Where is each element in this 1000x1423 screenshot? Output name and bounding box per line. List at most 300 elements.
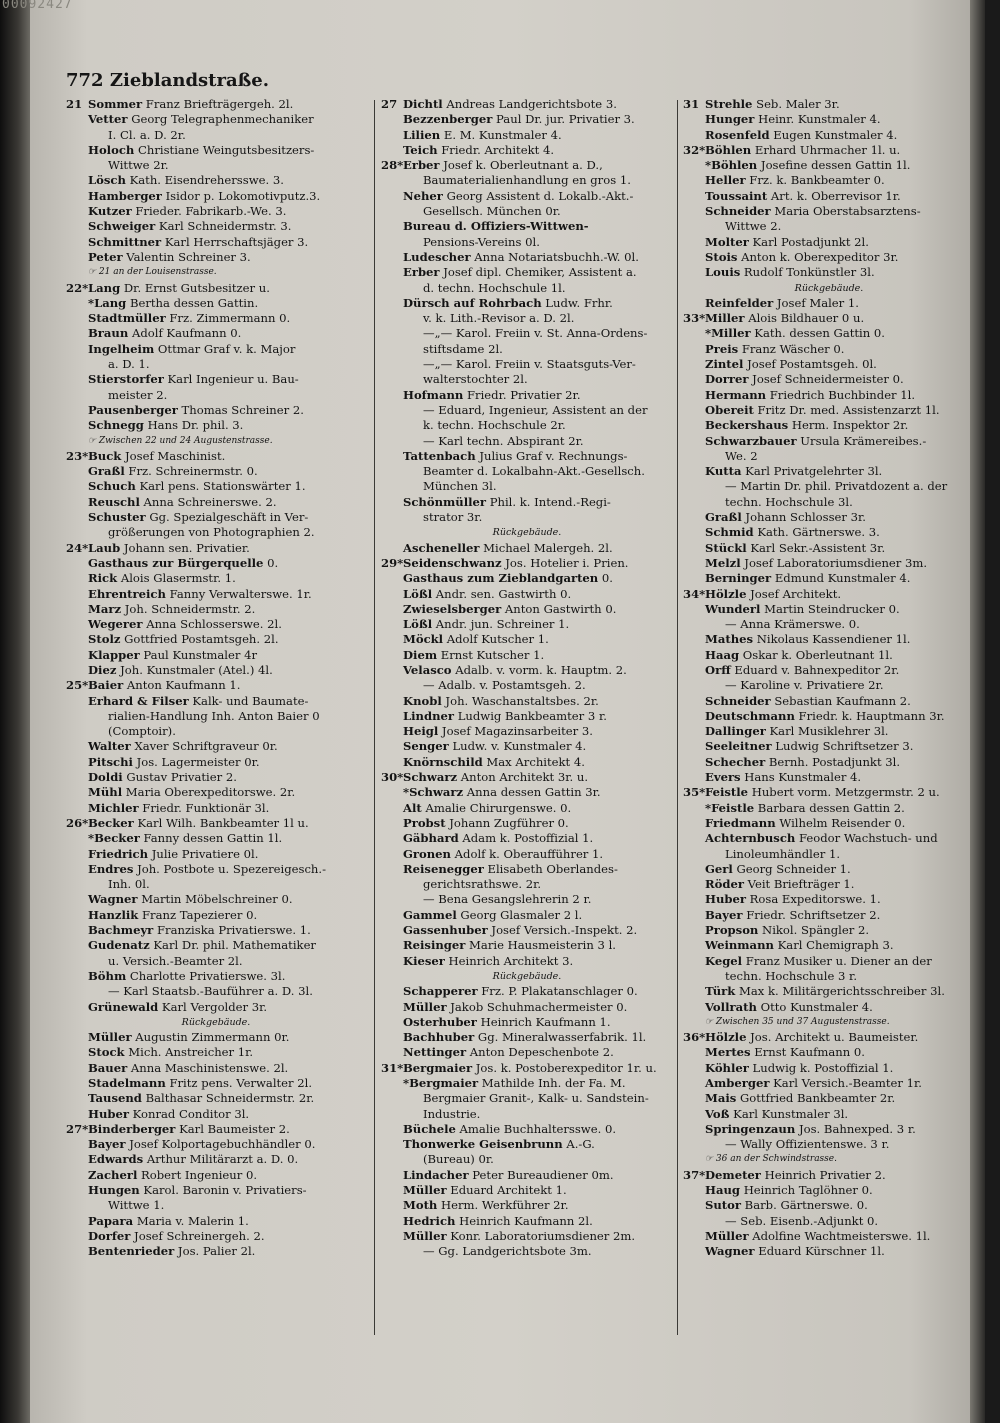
entry-continuation: — Eduard, Ingenieur, Assistent an der (423, 402, 648, 417)
resident-name: Heller (705, 173, 746, 188)
resident-name: Stierstorfer (88, 372, 164, 387)
entry-continuation: (Bureau) 0r. (423, 1152, 494, 1167)
directory-entry (381, 250, 673, 265)
resident-details: Karl Versich.-Beamter 1r. (769, 1076, 922, 1090)
directory-entry (381, 816, 673, 831)
resident-name: Möckl (403, 632, 444, 647)
entry-continuation: größerungen von Photographien 2. (108, 525, 315, 540)
directory-entry (66, 311, 366, 326)
directory-entry (683, 632, 975, 647)
resident-details: Art. k. Oberrevisor 1r. (767, 188, 901, 203)
entry-continuation: gerichtsrathswe. 2r. (423, 877, 542, 892)
resident-name: Gronen (403, 846, 451, 861)
resident-name: Ascheneller (403, 540, 480, 555)
resident-details: Josef Schreinergeh. 2. (130, 1228, 265, 1243)
resident-details: Adolf Kaufmann 0. (128, 326, 242, 341)
directory-entry (683, 801, 975, 816)
directory-entry (381, 908, 673, 923)
resident-details: Ludw. v. Kunstmaler 4. (448, 739, 587, 754)
resident-details: Maria Oberstabsarztens- (770, 204, 921, 219)
column-divider (677, 100, 678, 1335)
resident-details: Wilhelm Reisender 0. (775, 815, 906, 830)
resident-name: Friedmann (705, 815, 776, 830)
resident-details: Frz. k. Bankbeamter 0. (745, 173, 885, 188)
resident-details: Georg Telegraphenmechaniker (127, 112, 314, 127)
house-number: 31 (683, 97, 700, 111)
resident-name: Osterhuber (403, 1014, 477, 1029)
house-number: 34* (683, 586, 706, 601)
resident-name: Friedrich (88, 846, 149, 861)
resident-details: Arthur Militärarzt a. D. 0. (143, 1152, 299, 1167)
resident-name: Schmittner (88, 234, 162, 249)
directory-entry (381, 602, 673, 617)
directory-entry (381, 571, 673, 586)
resident-details: Friedr. Privatier 2r. (463, 387, 581, 402)
directory-entry (683, 434, 975, 449)
resident-details: Heinrich Taglöhner 0. (740, 1183, 873, 1198)
directory-entry (66, 1107, 366, 1122)
resident-details: Isidor p. Lokomotivputz.3. (161, 188, 321, 203)
resident-details: Gottfried Postamtsgeh. 2l. (120, 632, 279, 647)
resident-details: Kalk- und Baumate- (188, 693, 309, 708)
resident-name: Bachhuber (403, 1030, 475, 1045)
resident-name: Mathes (705, 632, 754, 647)
directory-entry (683, 388, 975, 403)
resident-name: Schmid (705, 525, 754, 540)
directory-entry (66, 969, 366, 984)
directory-entry (66, 1244, 366, 1259)
resident-details: Joh. Postbote u. Spezereigesch.- (133, 861, 327, 876)
resident-details: Fanny dessen Gattin 1l. (139, 831, 283, 846)
resident-details: Jos. Palier 2l. (174, 1244, 256, 1259)
resident-details: Karol. Baronin v. Privatiers- (139, 1183, 307, 1198)
resident-name: Hanzlik (88, 907, 139, 922)
directory-entry (683, 724, 975, 739)
directory-entry (683, 326, 975, 341)
resident-name: Bachmeyr (88, 923, 154, 938)
resident-details: Dr. Ernst Gutsbesitzer u. (120, 280, 270, 295)
directory-entry (381, 1214, 673, 1229)
directory-entry (683, 143, 975, 158)
resident-details: Robert Ingenieur 0. (137, 1167, 258, 1182)
resident-details: Fritz Dr. med. Assistenzarzt 1l. (753, 402, 940, 417)
resident-name: Bayer (705, 907, 743, 922)
directory-entry (683, 1000, 975, 1015)
resident-details: Bernh. Postadjunkt 3l. (765, 754, 901, 769)
resident-name: Strehle (705, 97, 753, 111)
street-note: ☞ 21 an der Louisenstrasse. (88, 267, 217, 278)
resident-details: Frz. P. Plakatanschlager 0. (477, 984, 638, 999)
directory-entry (66, 372, 366, 387)
directory-entry (683, 694, 975, 709)
house-number: 24* (66, 540, 89, 555)
resident-details: Amalie Chirurgenswe. 0. (421, 800, 572, 815)
directory-entry (683, 189, 975, 204)
section-heading: Rückgebäude. (794, 282, 864, 294)
resident-details: Konr. Laboratoriumsdiener 2m. (446, 1228, 636, 1243)
resident-name: Toussaint (705, 188, 768, 203)
resident-details: Josef Postamtsgeh. 0l. (743, 357, 877, 372)
resident-name: Schweiger (88, 219, 156, 234)
house-number: 31* (381, 1060, 404, 1075)
resident-details: Ottmar Graf v. k. Major (154, 341, 296, 356)
resident-name: Bezzenberger (403, 112, 493, 127)
resident-name: Ehrentreich (88, 586, 166, 601)
resident-name: Obereit (705, 402, 754, 417)
directory-entry (66, 204, 366, 219)
resident-name: Gudenatz (88, 938, 150, 953)
directory-entry (683, 525, 975, 540)
resident-details: Josef Versich.-Inspekt. 2. (487, 923, 638, 938)
resident-name: Edwards (88, 1152, 144, 1167)
resident-name: Voß (705, 1106, 730, 1121)
resident-name: Dallinger (705, 724, 766, 739)
resident-details: Heinrich Kaufmann 2l. (455, 1213, 593, 1228)
directory-entry (381, 632, 673, 647)
directory-entry (381, 97, 673, 112)
directory-entry (683, 1091, 975, 1106)
resident-details: Maria v. Malerin 1. (133, 1213, 249, 1228)
resident-name: Lilien (403, 127, 441, 142)
directory-entry (683, 1061, 975, 1076)
directory-entry (381, 1137, 673, 1152)
house-number: 33* (683, 311, 706, 326)
resident-details: Karl Chemigraph 3. (773, 938, 894, 953)
resident-details: Eugen Kunstmaler 4. (769, 127, 898, 142)
resident-details: Anton Architekt 3r. u. (457, 770, 589, 785)
directory-entry (683, 908, 975, 923)
resident-name: Stock (88, 1045, 125, 1060)
entry-continuation: Pensions-Vereins 0l. (423, 234, 540, 249)
resident-name: Dürsch auf Rohrbach (403, 295, 542, 310)
resident-name: Mühl (88, 785, 123, 800)
resident-name: Heigl (403, 724, 439, 739)
resident-name: Lang (88, 280, 121, 295)
directory-entry (683, 587, 975, 602)
resident-name: Hölzle (705, 586, 747, 601)
resident-name: *Lang (88, 295, 127, 310)
resident-name: Bayer (88, 1137, 126, 1152)
directory-entry (66, 694, 366, 709)
resident-details: Anna Schlosserswe. 2l. (142, 617, 282, 632)
resident-name: Ludescher (403, 249, 471, 264)
resident-details: Josef dipl. Chemiker, Assistent a. (439, 265, 637, 280)
resident-name: Stückl (705, 540, 747, 555)
resident-details: Anna Schreinerswe. 2. (139, 494, 277, 509)
resident-name: Müller (403, 999, 447, 1014)
resident-name: Demeter (705, 1167, 761, 1182)
resident-name: Gammel (403, 907, 457, 922)
directory-entry (381, 128, 673, 143)
directory-entry (683, 403, 975, 418)
entry-continuation: strator 3r. (423, 510, 483, 525)
resident-details: Eduard v. Bahnexpeditor 2r. (730, 662, 900, 677)
resident-name: Beckershaus (705, 418, 789, 433)
resident-name: Stolz (88, 632, 121, 647)
entry-continuation: (Comptoir). (108, 724, 176, 739)
resident-details: Georg Glasmaler 2 l. (456, 907, 583, 922)
resident-name: Gassenhuber (403, 923, 488, 938)
directory-entry (66, 173, 366, 188)
resident-name: Schnegg (88, 418, 144, 433)
entry-continuation: Linoleumhändler 1. (725, 846, 841, 861)
directory-entry (683, 877, 975, 892)
directory-entry (683, 1244, 975, 1259)
resident-name: Velasco (403, 662, 452, 677)
entry-continuation: Wittwe 2r. (108, 158, 169, 173)
directory-entry (66, 449, 366, 464)
resident-details: Heinrich Kaufmann 1. (476, 1014, 611, 1029)
directory-entry (683, 510, 975, 525)
resident-details: Amalie Buchhaltersswe. 0. (455, 1121, 617, 1136)
entry-continuation: Industrie. (423, 1106, 481, 1121)
resident-details: Heinrich Architekt 3. (444, 953, 574, 968)
directory-entry (66, 801, 366, 816)
directory-entry (381, 495, 673, 510)
directory-entry (66, 678, 366, 693)
resident-name: Hamberger (88, 188, 162, 203)
directory-entry (381, 556, 673, 571)
resident-name: Lindner (403, 708, 455, 723)
resident-name: Ingelheim (88, 341, 155, 356)
resident-name: Achternbusch (705, 831, 796, 846)
directory-entry (683, 785, 975, 800)
resident-name: Köhler (705, 1060, 749, 1075)
resident-name: *Bergmaier (403, 1076, 479, 1090)
resident-details: Adalb. v. vorm. k. Hauptm. 2. (451, 662, 627, 677)
resident-name: Deutschmann (705, 708, 795, 723)
resident-details: Julie Privatiere 0l. (148, 846, 259, 861)
resident-name: Alt (403, 800, 422, 815)
directory-entry (381, 388, 673, 403)
entry-continuation: —„— Karol. Freiin v. Staatsguts-Ver- (423, 357, 636, 372)
resident-name: Böhlen (705, 142, 752, 157)
directory-entry (683, 296, 975, 311)
resident-name: Seeleitner (705, 739, 772, 754)
resident-details: Adolf Kutscher 1. (443, 632, 549, 647)
resident-details: Gg. Spezialgeschäft in Ver- (145, 510, 309, 525)
directory-entry (683, 831, 975, 846)
directory-entry (683, 372, 975, 387)
resident-details: Gottfried Bankbeamter 2r. (736, 1091, 896, 1106)
directory-entry (683, 755, 975, 770)
resident-name: Türk (705, 984, 736, 999)
resident-name: Reisinger (403, 938, 466, 953)
directory-entry (683, 357, 975, 372)
resident-name: Lindacher (403, 1167, 469, 1182)
directory-entry (66, 1030, 366, 1045)
resident-name: Schecher (705, 754, 766, 769)
resident-details: Adolf k. Oberaufführer 1. (450, 846, 604, 861)
resident-details: Martin Steindrucker 0. (760, 601, 900, 616)
directory-entry (683, 1122, 975, 1137)
resident-details: Johann sen. Privatier. (120, 540, 250, 555)
directory-entry (381, 801, 673, 816)
resident-name: Vollrath (705, 999, 757, 1014)
directory-entry (66, 1061, 366, 1076)
resident-details: Jos. Architekt u. Baumeister. (746, 1030, 919, 1045)
resident-details: Christiane Weingutsbesitzers- (134, 142, 315, 157)
resident-name: Mertes (705, 1045, 751, 1060)
resident-name: Stadelmann (88, 1076, 166, 1090)
resident-name: Böhm (88, 968, 127, 983)
directory-entry (66, 602, 366, 617)
resident-name: Kegel (705, 953, 743, 968)
resident-name: Peter (88, 249, 123, 264)
resident-name: Tausend (88, 1091, 142, 1106)
entry-continuation: — Karl techn. Abspirant 2r. (423, 433, 584, 448)
resident-details: Josef Maschinist. (121, 448, 226, 463)
directory-entry (683, 97, 975, 112)
resident-details: Jakob Schuhmachermeister 0. (446, 999, 628, 1014)
directory-entry (66, 663, 366, 678)
resident-name: Dichtl (403, 97, 443, 111)
directory-entry (66, 923, 366, 938)
directory-entry (683, 541, 975, 556)
directory-entry (381, 984, 673, 999)
resident-details: Peter Bureaudiener 0m. (468, 1167, 614, 1182)
entry-continuation: I. Cl. a. D. 2r. (108, 127, 186, 142)
directory-entry (66, 648, 366, 663)
directory-entry (66, 908, 366, 923)
directory-column-2 (381, 97, 673, 1260)
resident-details: Erhard Uhrmacher 1l. u. (751, 142, 901, 157)
resident-name: Springenzaun (705, 1121, 796, 1136)
resident-details: Josef Maler 1. (773, 295, 859, 310)
directory-entry (683, 1076, 975, 1091)
resident-details: Anton Depeschenbote 2. (466, 1045, 614, 1060)
entry-continuation: — Karl Staatsb.-Bauführer a. D. 3l. (108, 984, 313, 999)
resident-details: Anna Maschinistenswe. 2l. (127, 1060, 289, 1075)
directory-entry (66, 556, 366, 571)
entry-continuation: a. D. 1. (108, 357, 150, 372)
resident-name: Binderberger (88, 1121, 176, 1136)
directory-entry (66, 326, 366, 341)
street-note: ☞ Zwischen 22 und 24 Augustenstrasse. (88, 435, 273, 446)
resident-name: Bauer (88, 1060, 128, 1075)
resident-details: Karl Herrschaftsjäger 3. (161, 234, 309, 249)
directory-entry (66, 541, 366, 556)
directory-entry (381, 1076, 673, 1091)
resident-name: Molter (705, 234, 749, 249)
entry-continuation: walterstochter 2l. (423, 372, 528, 387)
resident-name: Zintel (705, 357, 744, 372)
directory-entry (66, 632, 366, 647)
resident-name: Reinfelder (705, 295, 774, 310)
resident-details: Max Architekt 4. (482, 754, 585, 769)
directory-entry (683, 112, 975, 127)
resident-details: Rudolf Tonkünstler 3l. (740, 265, 875, 280)
resident-details: Sebastian Kaufmann 2. (770, 693, 911, 708)
directory-entry (66, 739, 366, 754)
resident-name: Schneider (705, 693, 771, 708)
resident-details: Karl Vergolder 3r. (158, 999, 268, 1014)
resident-details: Paul Kunstmaler 4r (139, 647, 258, 662)
resident-name: Erhard & Filser (88, 693, 189, 708)
resident-details: A.-G. (562, 1137, 595, 1152)
house-number: 22* (66, 280, 89, 295)
house-number: 35* (683, 785, 706, 800)
resident-name: Lösch (88, 173, 126, 188)
resident-name: Zwieselsberger (403, 601, 502, 616)
resident-details: Ludwig Schriftsetzer 3. (771, 739, 914, 754)
resident-name: Feistle (705, 785, 749, 800)
resident-details: Josef k. Oberleutnant a. D., (439, 158, 603, 173)
directory-entry (683, 571, 975, 586)
resident-name: Hofmann (403, 387, 464, 402)
directory-entry (381, 648, 673, 663)
resident-name: Graßl (705, 510, 742, 525)
directory-entry (683, 265, 975, 280)
resident-name: *Feistle (705, 800, 755, 815)
directory-entry (66, 189, 366, 204)
resident-details: Bertha dessen Gattin. (126, 295, 259, 310)
resident-name: Schuster (88, 510, 146, 525)
resident-name: Hedrich (403, 1213, 456, 1228)
directory-entry (66, 342, 366, 357)
directory-entry (66, 785, 366, 800)
directory-entry (381, 709, 673, 724)
resident-name: Lößl (403, 586, 433, 601)
resident-details: Oskar k. Oberleutnant 1l. (739, 647, 893, 662)
directory-entry (381, 189, 673, 204)
resident-details: Anton Gastwirth 0. (501, 601, 617, 616)
directory-entry (683, 739, 975, 754)
directory-entry (683, 1168, 975, 1183)
directory-entry (381, 923, 673, 938)
directory-entry (683, 648, 975, 663)
entry-continuation: — Martin Dr. phil. Privatdozent a. der (725, 479, 948, 494)
resident-name: Huber (705, 892, 746, 907)
resident-name: Müller (403, 1228, 447, 1243)
directory-entry (66, 1229, 366, 1244)
directory-entry (381, 862, 673, 877)
resident-name: Marz (88, 601, 122, 616)
entry-continuation: We. 2 (725, 448, 758, 463)
resident-name: Amberger (705, 1076, 770, 1090)
directory-entry (381, 449, 673, 464)
resident-name: Grünewald (88, 999, 159, 1014)
resident-name: Vetter (88, 112, 128, 127)
directory-entry (683, 1229, 975, 1244)
entry-continuation: Gesellsch. München 0r. (423, 204, 561, 219)
directory-entry (66, 892, 366, 907)
resident-name: Zacherl (88, 1167, 138, 1182)
directory-entry (66, 938, 366, 953)
entry-continuation: München 3l. (423, 479, 497, 494)
directory-entry (66, 235, 366, 250)
resident-details: Heinr. Kunstmaler 4. (754, 112, 881, 127)
entry-continuation: k. techn. Hochschule 2r. (423, 418, 566, 433)
resident-details: Paul Dr. jur. Privatier 3. (492, 112, 635, 127)
directory-entry (66, 250, 366, 265)
resident-details: Michael Malergeh. 2l. (479, 540, 613, 555)
resident-details: Thomas Schreiner 2. (177, 402, 304, 417)
resident-name: Büchele (403, 1121, 456, 1136)
resident-details: Johann Schlosser 3r. (741, 510, 866, 525)
directory-entry (683, 173, 975, 188)
resident-details: Fritz pens. Verwalter 2l. (165, 1076, 313, 1090)
resident-name: Michler (88, 800, 139, 815)
entry-continuation: — Karoline v. Privatiere 2r. (725, 678, 884, 693)
resident-details: Franziska Privatierswe. 1. (153, 923, 311, 938)
resident-details: Karl Privatgelehrter 3l. (741, 464, 883, 479)
resident-name: *Schwarz (403, 785, 464, 800)
resident-details: Josef Schneidermeister 0. (748, 372, 904, 387)
resident-details: Charlotte Privatierswe. 3l. (126, 968, 286, 983)
resident-name: Gasthaus zum Zieblandgarten (403, 571, 599, 586)
resident-name: Hölzle (705, 1030, 747, 1045)
